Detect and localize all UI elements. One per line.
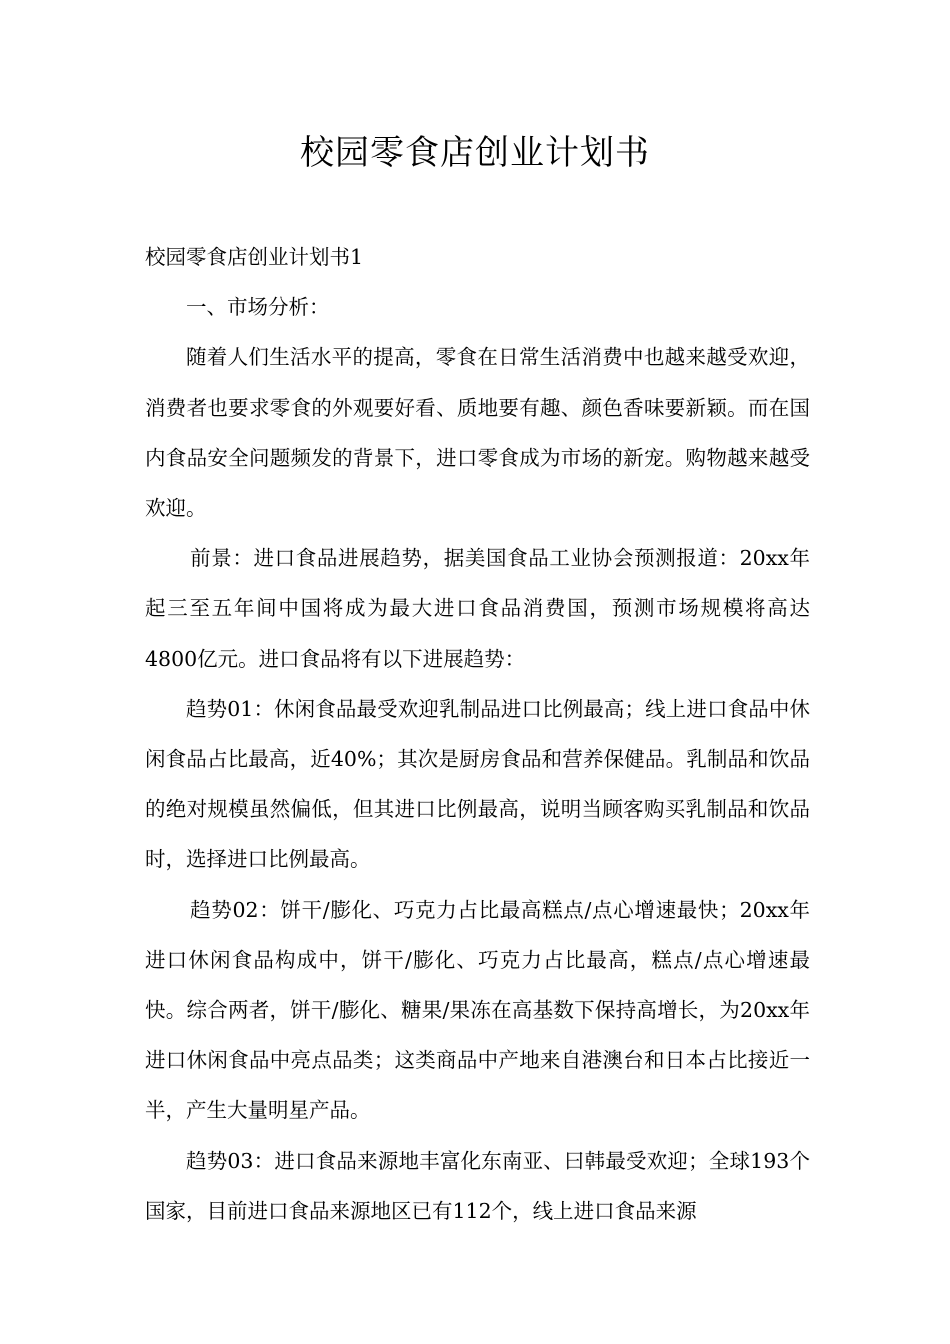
document-body <box>145 232 810 1236</box>
document-subtitle: 校园零食店创业计划书1 <box>145 245 364 269</box>
paragraph-intro: 随着人们生活水平的提高，零食在日常生活消费中也越来越受欢迎，消费者也要求零食的外观要好看、质地要有趣、颜色香味要新颖。而在国内食品安全问题频发的背景下，进口零食成为市场的新宠。购物越来越受欢迎。 <box>145 345 810 521</box>
paragraph-trend-02: 趋势02：饼干/膨化、巧克力占比最高糕点/点心增速最快；20xx年进口休闲食品构成中，饼干/膨化、巧克力占比最高，糕点/点心增速最快。综合两者，饼干/膨化、糖果/果冻在高基数下保持高增长，为20xx年进口休闲食品中亮点品类；这类商品中产地来自港澳台和日本占比接近一半，产生大量明星产品。 <box>145 897 810 1123</box>
document-title: 校园零食店创业计划书 <box>300 133 650 173</box>
paragraph-trend-03: 趋势03：进口食品来源地丰富化东南亚、曰韩最受欢迎；全球193个国家，目前进口食品来源地区已有112个，线上进口食品来源 <box>145 1148 810 1223</box>
paragraph-outlook: 前景：进口食品进展趋势，据美国食品工业协会预测报道：20xx年起三至五年间中国将成为最大进口食品消费国，预测市场规模将高达4800亿元。进口食品将有以下进展趋势： <box>145 546 810 671</box>
paragraph-trend-01: 趋势01：休闲食品最受欢迎乳制品进口比例最高；线上进口食品中休闲食品占比最高，近40%；其次是厨房食品和营养保健品。乳制品和饮品的绝对规模虽然偏低，但其进口比例最高，说明当顾客购买乳制品和饮品时，选择进口比例最高。 <box>145 696 810 872</box>
section-heading-market-analysis: 一、市场分析： <box>186 295 330 320</box>
